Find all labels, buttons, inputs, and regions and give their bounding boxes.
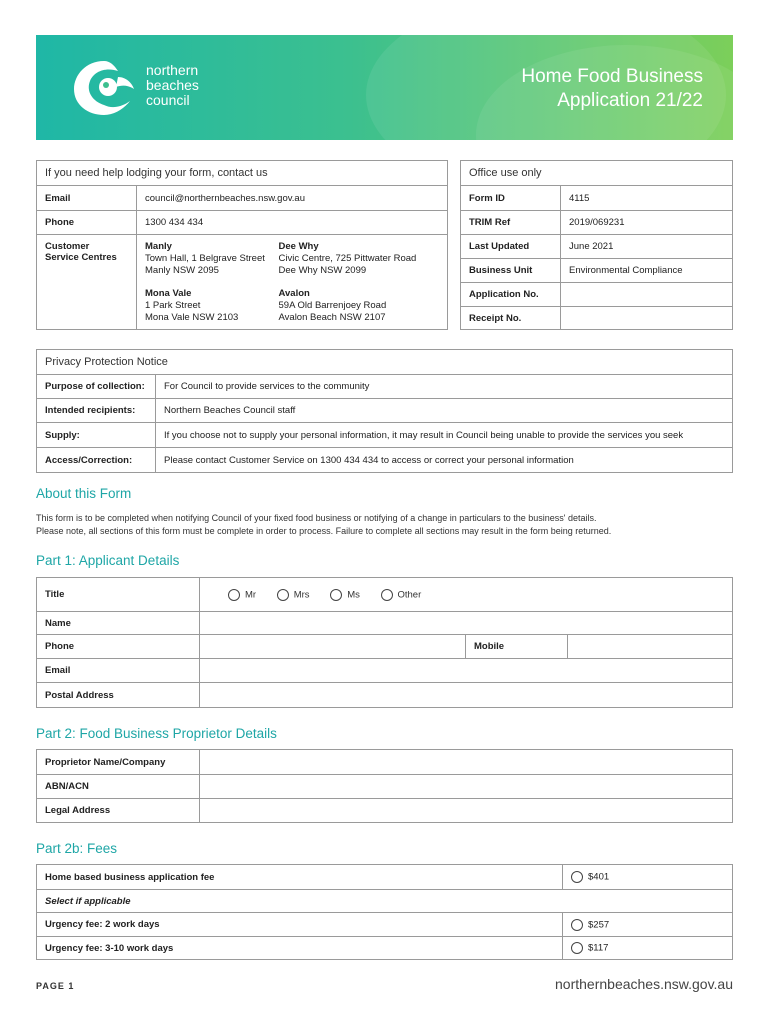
header-banner [36,35,733,140]
receipt-no-label: Receipt No. [461,307,561,330]
fees-section-title: Part 2b: Fees [36,841,118,856]
radio-icon[interactable] [381,589,393,601]
urgency-2-value: $257 [588,919,610,931]
phone-label: Phone [37,211,137,235]
about-text-line-1: This form is to be completed when notifying Council of your fixed food business or notifying of a change in particulars to the business' details. [36,513,597,523]
office-use-table [460,160,733,330]
business-unit-value: Environmental Compliance [561,259,733,283]
office-use-header: Office use only [461,161,733,186]
radio-icon[interactable] [330,589,342,601]
centre-address: Mona Vale NSW 2103 [145,312,239,323]
postal-address-input[interactable] [200,683,733,708]
centre-address: 1 Park Street [145,300,201,311]
privacy-row-label: Intended recipients: [37,399,156,423]
application-no-label: Application No. [461,283,561,307]
title-label: Title [37,578,200,612]
radio-icon[interactable] [571,942,583,954]
centre-address: Civic Centre, 725 Pittwater Road [278,253,417,264]
wordmark-line-2: beaches [146,77,199,93]
mobile-label: Mobile [466,635,568,659]
email-label: Email [37,659,200,683]
option-label: Mrs [293,589,310,601]
trim-ref-label: TRIM Ref [461,211,561,235]
contact-help-table [36,160,448,330]
part2-section-title: Part 2: Food Business Proprietor Details [36,726,277,741]
centre-name: Mona Vale [145,288,192,299]
centre-address: Manly NSW 2095 [145,265,219,276]
legal-address-label: Legal Address [37,799,200,823]
title-option-ms[interactable] [330,589,360,601]
business-unit-label: Business Unit [461,259,561,283]
proprietor-label: Proprietor Name/Company [37,750,200,775]
proprietor-input[interactable] [200,750,733,775]
option-label: Ms [347,589,360,601]
phone-input[interactable] [200,635,466,659]
about-section-title: About this Form [36,486,132,501]
urgency-2-option[interactable] [563,913,733,937]
privacy-row-value: Please contact Customer Service on 1300 434 434 to access or correct your personal information [156,448,733,473]
privacy-row-label: Access/Correction: [37,448,156,473]
title-option-other[interactable] [381,589,422,601]
abn-input[interactable] [200,775,733,799]
page-number: PAGE 1 [36,981,75,991]
council-logo-icon [68,55,140,119]
app-fee-label: Home based business application fee [37,865,563,890]
wordmark-line-1: northern [146,62,199,78]
postal-address-label: Postal Address [37,683,200,708]
trim-ref-value: 2019/069231 [561,211,733,235]
urgency-310-option[interactable] [563,937,733,960]
council-email-link[interactable]: council@northernbeaches.nsw.gov.au [137,186,448,211]
service-centres-label-1: Customer [45,241,90,252]
centre-name: Avalon [278,288,310,299]
title-options [200,578,733,612]
form-id-label: Form ID [461,186,561,211]
last-updated-value: June 2021 [561,235,733,259]
app-fee-option[interactable] [563,865,733,890]
centre-address: 59A Old Barrenjoey Road [278,300,387,311]
privacy-row-value: If you choose not to supply your personal information, it may result in Council being unable to provide the services you seek [156,423,733,448]
applicant-details-table [36,577,733,708]
radio-icon[interactable] [571,919,583,931]
footer-website-link[interactable]: northernbeaches.nsw.gov.au [555,976,733,992]
centre-address: Town Hall, 1 Belgrave Street [145,253,265,264]
form-title [521,65,703,113]
wordmark-line-3: council [146,92,190,108]
service-centres-east [277,235,448,330]
form-title-line-2: Application 21/22 [557,90,703,111]
urgency-310-value: $117 [588,942,609,954]
name-input[interactable] [200,612,733,635]
centre-name: Dee Why [278,241,319,252]
application-no-input[interactable] [561,283,733,307]
proprietor-details-table [36,749,733,823]
legal-address-input[interactable] [200,799,733,823]
email-input[interactable] [200,659,733,683]
radio-icon[interactable] [228,589,240,601]
privacy-row-label: Purpose of collection: [37,375,156,399]
option-label: Mr [245,589,257,601]
abn-label: ABN/ACN [37,775,200,799]
phone-label: Phone [37,635,200,659]
privacy-row-value: For Council to provide services to the community [156,375,733,399]
centre-address: Avalon Beach NSW 2107 [278,312,386,323]
mobile-input[interactable] [568,635,733,659]
centre-address: Dee Why NSW 2099 [278,265,367,276]
privacy-row-value: Northern Beaches Council staff [156,399,733,423]
part1-section-title: Part 1: Applicant Details [36,553,180,568]
fees-table [36,864,733,960]
centre-name: Manly [145,241,172,252]
urgency-2-label: Urgency fee: 2 work days [37,913,563,937]
radio-icon[interactable] [571,871,583,883]
option-label: Other [397,589,422,601]
privacy-notice-table [36,349,733,473]
last-updated-label: Last Updated [461,235,561,259]
receipt-no-input[interactable] [561,307,733,330]
app-fee-value: $401 [588,871,610,883]
about-text-line-2: Please note, all sections of this form must be complete in order to process. Failure to complete all sections may result in the form being returned. [36,526,612,536]
service-centres-label [37,235,137,330]
name-label: Name [37,612,200,635]
select-if-applicable: Select if applicable [37,890,733,913]
about-section-text [36,512,733,538]
radio-icon[interactable] [277,589,289,601]
council-phone: 1300 434 434 [137,211,448,235]
privacy-notice-header: Privacy Protection Notice [37,350,733,375]
title-option-mrs[interactable] [277,589,310,601]
council-wordmark [146,63,199,108]
email-label: Email [37,186,137,211]
contact-help-header: If you need help lodging your form, contact us [37,161,448,186]
form-title-line-1: Home Food Business [521,66,703,87]
urgency-310-label: Urgency fee: 3-10 work days [37,937,563,960]
service-centres-label-2: Service Centres [45,252,117,263]
privacy-row-label: Supply: [37,423,156,448]
service-centres-west [137,235,277,330]
form-id-value: 4115 [561,186,733,211]
title-option-mr[interactable] [228,589,256,601]
